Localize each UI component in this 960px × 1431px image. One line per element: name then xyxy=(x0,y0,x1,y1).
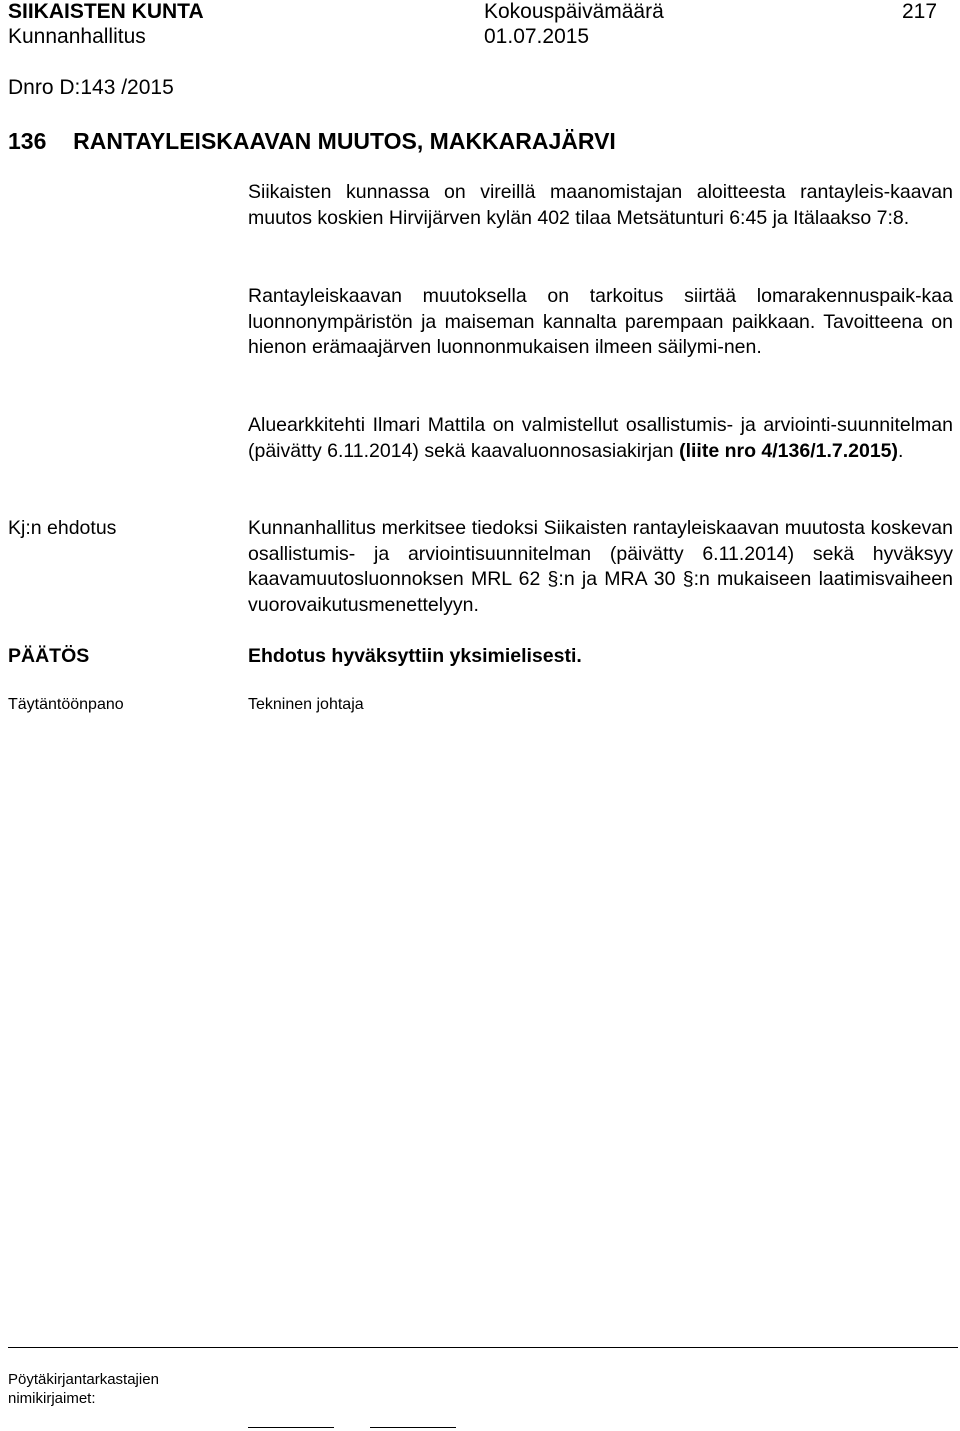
decision-text: Ehdotus hyväksyttiin yksimielisesti. xyxy=(248,645,582,667)
paragraph-2-text: Rantayleiskaavan muutoksella on tarkoitus siirtää lomarakennuspaik-kaa luonnonympäristön ja maiseman kannalta parempaan paikkaan. Tavoitteena on hienon erämaajärven luonnonmukaisen ilmeen säilymi-nen. xyxy=(248,285,953,359)
decision-label: PÄÄTÖS xyxy=(8,645,90,667)
decision-section xyxy=(248,644,953,670)
paragraph-3-main: Aluearkkitehti Ilmari Mattila on valmistellut osallistumis- ja arviointi-suunnitelman (päivätty 6.11.2014) sekä kaavaluonnosasiakirjan xyxy=(248,414,953,462)
organization-name: SIIKAISTEN KUNTA xyxy=(8,0,204,23)
paragraph-3-end: . xyxy=(898,439,904,462)
execution-label: Täytäntöönpano xyxy=(8,696,124,713)
footer-label-line2: nimikirjaimet: xyxy=(8,1390,96,1407)
paragraph-1-text: Siikaisten kunnassa on vireillä maanomistajan aloitteesta rantayleis-kaavan muutos koskien Hirvijärven kylän 402 tilaa Metsätunturi 6:45 ja Itälaakso 7:8. xyxy=(248,181,953,229)
footer-divider xyxy=(8,1347,958,1348)
section-heading xyxy=(8,127,616,155)
paragraph-3 xyxy=(248,413,953,464)
proposal-text: Kunnanhallitus merkitsee tiedoksi Siikaisten rantayleiskaavan muutosta koskevan osallistumis- ja arviointisuunnitelman (päivätty 6.11.2014) sekä hyväksyy kaavamuutosluonnoksen MRL 62 §:n ja MRA 30 §:n mukaiseen laatimisvaiheen vuorovaikutusmenettelyyn. xyxy=(248,517,953,616)
meeting-date-label: Kokouspäivämäärä xyxy=(484,0,664,23)
execution-text: Tekninen johtaja xyxy=(248,696,364,713)
proposal-section xyxy=(248,516,953,618)
proposal-label: Kj:n ehdotus xyxy=(8,517,117,539)
document-number: Dnro D:143 /2015 xyxy=(8,76,174,99)
page-number: 217 xyxy=(902,0,938,23)
section-number: 136 xyxy=(8,128,47,154)
initials-line-2 xyxy=(370,1427,456,1428)
attachment-reference: (liite nro 4/136/1.7.2015) xyxy=(679,439,899,462)
paragraph-2 xyxy=(248,284,953,361)
footer-label-line1: Pöytäkirjantarkastajien xyxy=(8,1371,159,1388)
meeting-body: Kunnanhallitus xyxy=(8,25,146,48)
paragraph-1 xyxy=(248,180,953,231)
paragraph-3-text xyxy=(248,413,953,464)
section-title: RANTAYLEISKAAVAN MUUTOS, MAKKARAJÄRVI xyxy=(73,128,616,154)
meeting-date: 01.07.2015 xyxy=(484,25,590,48)
initials-line-1 xyxy=(248,1427,334,1428)
